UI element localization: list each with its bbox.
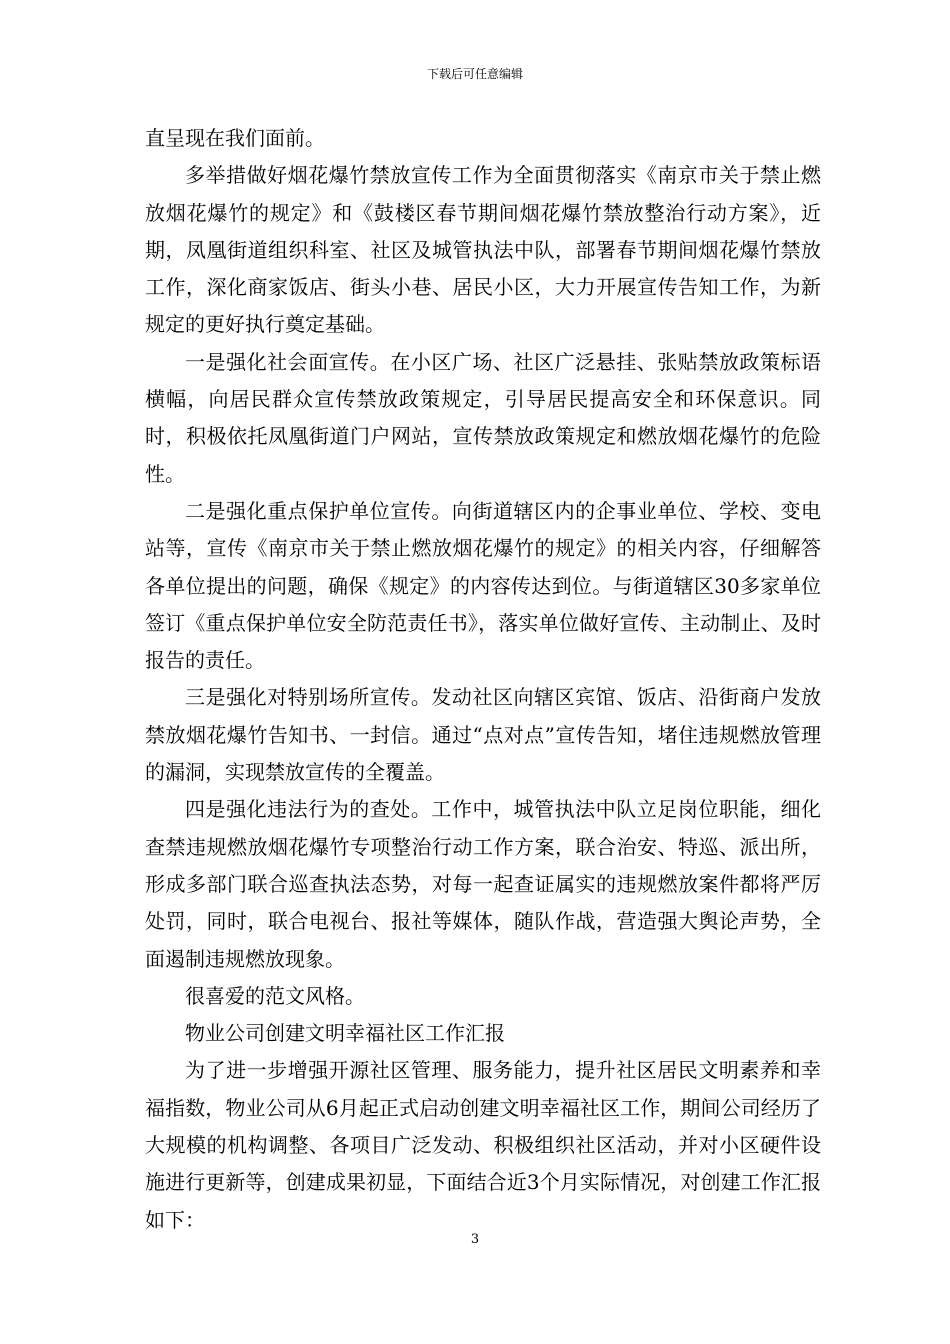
section-title: 物业公司创建文明幸福社区工作汇报	[185, 1021, 505, 1046]
paragraph-measure-three: 三是强化对特别场所宣传。发动社区向辖区宾馆、饭店、沿街商户发放禁放烟花爆竹告知书、一封信。通过“点对点”宣传告知，堵住违规燃放管理的漏洞，实现禁放宣传的全覆盖。	[145, 685, 821, 785]
paragraph-community-report: 为了进一步增强开源社区管理、服务能力，提升社区居民文明素养和幸福指数，物业公司从6月起正式启动创建文明幸福社区工作，期间公司经历了大规模的机构调整、各项目广泛发动、积极组织社区活动，并对小区硬件设施进行更新等，创建成果初显，下面结合近3个月实际情况，对创建工作汇报如下：	[145, 1058, 821, 1232]
paragraph-measure-four: 四是强化违法行为的查处。工作中，城管执法中队立足岗位职能，细化查禁违规燃放烟花爆竹专项整治行动工作方案，联合治安、特巡、派出所，形成多部门联合巡查执法态势，对每一起查证属实的违规燃放案件都将严厉处罚，同时，联合电视台、报社等媒体，随队作战，营造强大舆论声势，全面遏制违规燃放现象。	[145, 797, 821, 971]
paragraph-continuation: 直呈现在我们面前。	[145, 126, 325, 150]
paragraph-fireworks-intro: 多举措做好烟花爆竹禁放宣传工作为全面贯彻落实《南京市关于禁止燃放烟花爆竹的规定》和《鼓楼区春节期间烟花爆竹禁放整治行动方案》，近期，凤凰街道组织科室、社区及城管执法中队，部署春节期间烟花爆竹禁放工作，深化商家饭店、街头小巷、居民小区，大力开展宣传告知工作，为新规定的更好执行奠定基础。	[145, 163, 821, 337]
page-header: 下载后可任意编辑	[426, 67, 523, 81]
paragraph-measure-two: 二是强化重点保护单位宣传。向街道辖区内的企事业单位、学校、变电站等，宣传《南京市关于禁止燃放烟花爆竹的规定》的相关内容，仔细解答各单位提出的问题，确保《规定》的内容传达到位。与街道辖区30多家单位签订《重点保护单位安全防范责任书》，落实单位做好宣传、主动制止、及时报告的责任。	[145, 498, 821, 673]
page-number: 3	[470, 1232, 480, 1247]
paragraph-style-note: 很喜爱的范文风格。	[185, 983, 365, 1008]
document-body	[145, 120, 821, 1239]
paragraph-measure-one: 一是强化社会面宣传。在小区广场、社区广泛悬挂、张贴禁放政策标语横幅，向居民群众宣传禁放政策规定，引导居民提高安全和环保意识。同时，积极依托凤凰街道门户网站，宣传禁放政策规定和燃放烟花爆竹的危险性。	[145, 349, 821, 486]
